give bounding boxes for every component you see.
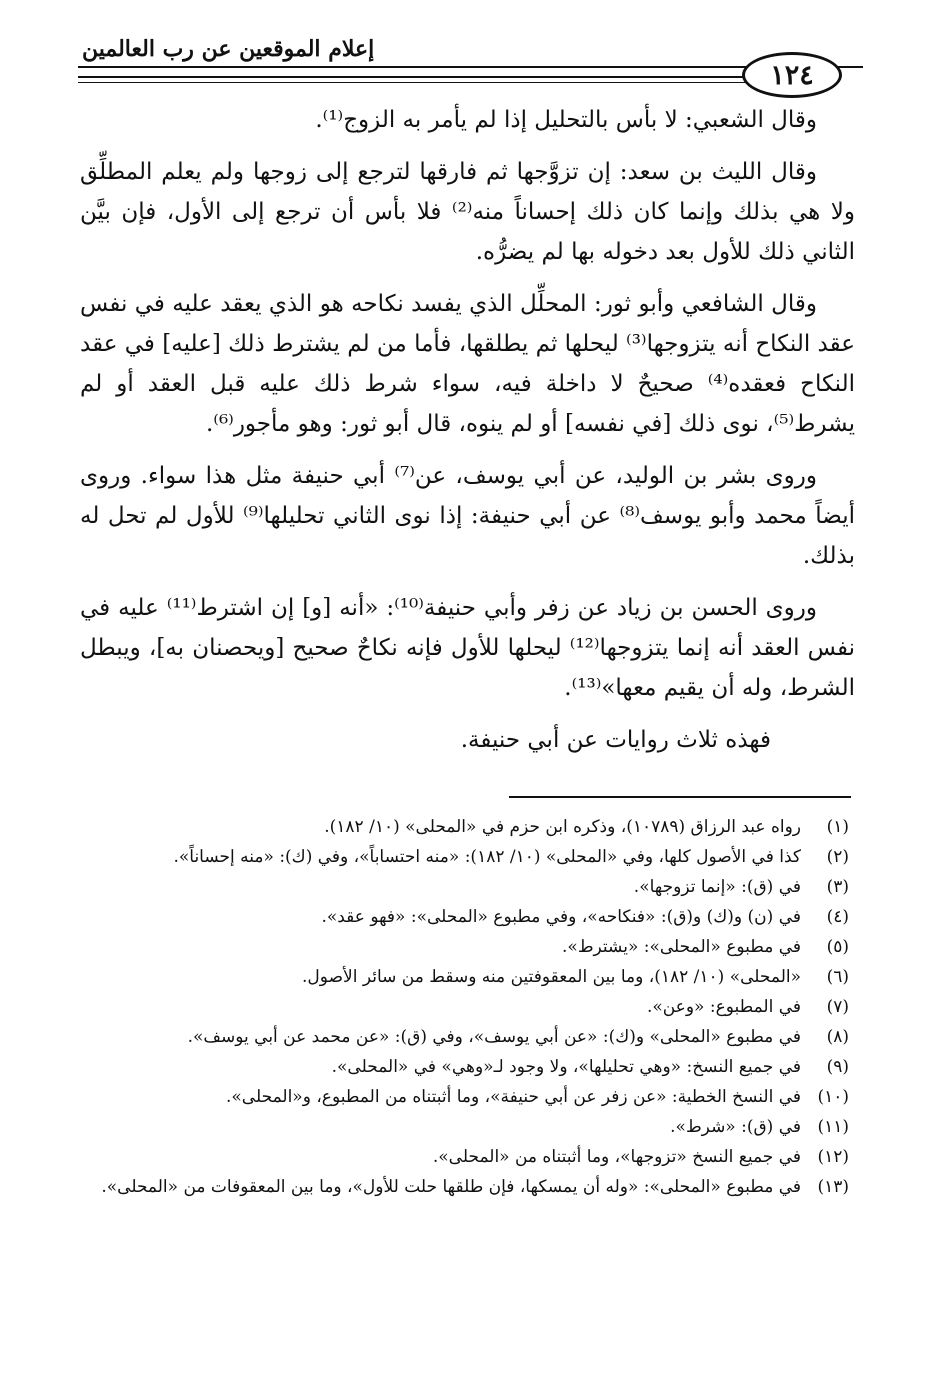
footnote-number: (٨) [826,1027,849,1047]
footnote-number: (١٣) [817,1177,849,1197]
footnote-number: (٦) [826,967,849,987]
footnote [80,1112,849,1142]
footnote-number: (٥) [826,937,849,957]
footnote [80,1172,849,1202]
footnote-number: (١) [826,817,849,837]
footnote-number: (٩) [826,1057,849,1077]
footnote [80,1142,849,1172]
footnote [80,1052,849,1082]
footnote [80,962,849,992]
paragraph: فهذه ثلاث روايات عن أبي حنيفة. [460,727,771,753]
paragraph: وقال الليث بن سعد: إن تزوَّجها ثم فارقها لترجع إلى زوجها ولم يعلم المطلِّق ولا هي بذلك وإنما كان ذلك إحساناً منه⁽²⁾ فلا بأس أن ترجع إلى الأول، فإن بيَّن الثاني ذلك للأول بعد دخوله بها لم يضرُّه. [80,159,855,265]
footnote-text: رواه عبد الرزاق (١٠٧٨٩)، وذكره ابن حزم في «المحلى» (١٠/ ١٨٢). [324,817,801,837]
footnote-text: في مطبوع «المحلى» و(ك): «عن أبي يوسف»، وفي (ق): «عن محمد عن أبي يوسف». [187,1027,801,1047]
paragraph: وقال الشعبي: لا بأس بالتحليل إذا لم يأمر به الزوج⁽¹⁾. [315,107,817,133]
running-header-title: إعلام الموقعين عن رب العالمين [82,36,375,62]
header-rule [78,82,809,83]
footnote-text: كذا في الأصول كلها، وفي «المحلى» (١٠/ ١٨٢): «منه احتساباً»، وفي (ك): «منه إحساناً». [173,847,801,867]
footnote-number: (١١) [817,1117,849,1137]
footnote-number: (١٢) [817,1147,849,1167]
footnote [80,1082,849,1112]
footnote-text: في النسخ الخطية: «عن زفر عن أبي حنيفة»، وما أثبتناه من المطبوع، و«المحلى». [226,1087,801,1107]
footnote-separator [509,796,851,798]
footnote [80,1022,849,1052]
footnotes [80,812,849,1202]
footnote-text: في مطبوع «المحلى»: «يشترط». [562,937,801,957]
footnote-number: (١٠) [817,1087,849,1107]
footnote-text: في (ن) و(ك) و(ق): «فنكاحه»، وفي مطبوع «المحلى»: «فهو عقد». [321,907,801,927]
footnote-text: في جميع النسخ «تزوجها»، وما أثبتناه من «المحلى». [432,1147,801,1167]
footnote [80,812,849,842]
footnote-number: (٧) [826,997,849,1017]
paragraph: وروى بشر بن الوليد، عن أبي يوسف، عن⁽⁷⁾ أبي حنيفة مثل هذا سواء. وروى أيضاً محمد وأبو يوسف⁽⁸⁾ عن أبي حنيفة: إذا نوى الثاني تحليلها⁽⁹⁾ للأول لم تحل له بذلك. [80,463,855,569]
footnote-number: (٤) [826,907,849,927]
header-rule [78,76,809,78]
footnote-number: (٣) [826,877,849,897]
footnote [80,902,849,932]
paragraph: وروى الحسن بن زياد عن زفر وأبي حنيفة⁽¹⁰⁾: «أنه [و] إن اشترط⁽¹¹⁾ عليه في نفس العقد أنه إنما يتزوجها⁽¹²⁾ ليحلها للأول فإنه نكاحٌ صحيح [ويحصنان به]، ويبطل الشرط، وله أن يقيم معها»⁽¹³⁾. [80,595,855,701]
page-number-badge: ١٢٤ [742,52,842,98]
footnote-text: في المطبوع: «وعن». [646,997,801,1017]
footnote-text: في جميع النسخ: «وهي تحليلها»، ولا وجود لـ«وهي» في «المحلى». [331,1057,801,1077]
footnote-text: في (ق): «إنما تزوجها». [633,877,801,897]
footnote-text: «المحلى» (١٠/ ١٨٢)، وما بين المعقوفتين منه وسقط من سائر الأصول. [302,967,801,987]
footnote-text: في (ق): «شرط». [670,1117,801,1137]
paragraph: وقال الشافعي وأبو ثور: المحلِّل الذي يفسد نكاحه هو الذي يعقد عليه في نفس عقد النكاح أنه يتزوجها⁽³⁾ ليحلها ثم يطلقها، فأما من لم يشترط ذلك [عليه] في عقد النكاح فعقده⁽⁴⁾ صحيحٌ لا داخلة فيه، سواء شرط ذلك عليه قبل العقد أو لم يشرط⁽⁵⁾، نوى ذلك [في نفسه] أو لم ينوه، قال أبو ثور: وهو مأجور⁽⁶⁾. [80,291,855,437]
main-text [80,100,855,772]
footnote [80,992,849,1022]
footnote-text: في مطبوع «المحلى»: «وله أن يمسكها، فإن طلقها حلت للأول»، وما بين المعقوفات من «المحلى». [101,1177,801,1197]
footnote [80,842,849,872]
footnote [80,932,849,962]
footnote [80,872,849,902]
footnote-number: (٢) [826,847,849,867]
